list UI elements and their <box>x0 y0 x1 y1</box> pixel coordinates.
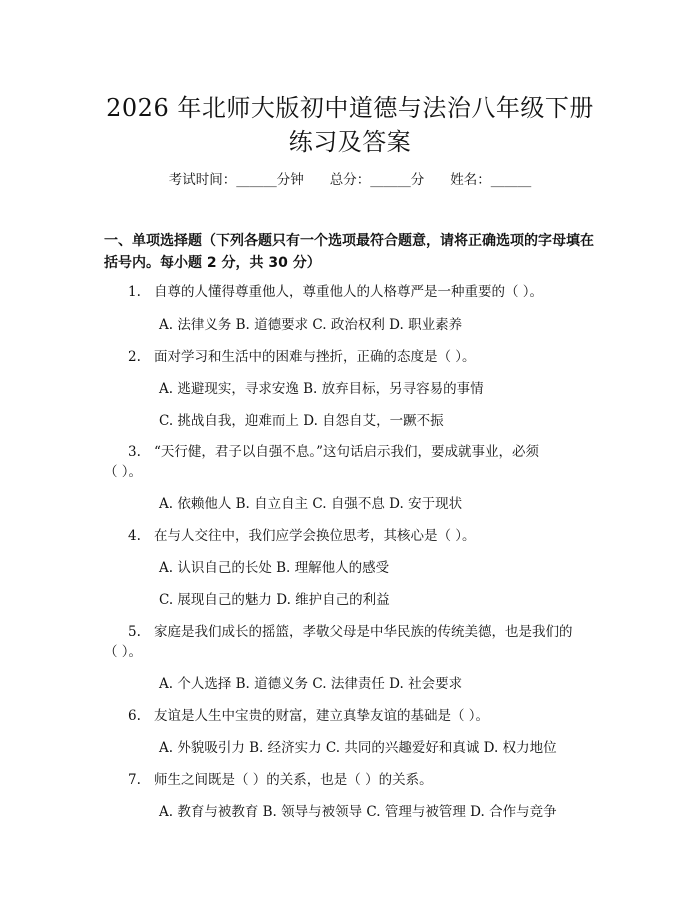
question-2-options-line2: C. 挑战自我，迎难而上 D. 自怨自艾，一蹶不振 <box>159 413 444 429</box>
question-7-options: A. 教育与被教育 B. 领导与被领导 C. 管理与被管理 D. 合作与竞争 <box>159 804 557 820</box>
question-3-options: A. 依赖他人 B. 自立自主 C. 自强不息 D. 安于现状 <box>159 496 463 512</box>
question-text: 面对学习和生活中的困难与挫折，正确的态度是（ ）。 <box>154 349 476 365</box>
question-4-options-line2: C. 展现自己的魅力 D. 维护自己的利益 <box>159 592 390 608</box>
question-number: 1. <box>128 284 141 300</box>
question-number: 5. <box>128 624 141 640</box>
exam-time-field: 考试时间：______分钟 <box>168 172 304 188</box>
question-number: 2. <box>128 349 141 365</box>
question-number: 4. <box>128 528 141 544</box>
question-text: 自尊的人懂得尊重他人，尊重他人的人格尊严是一种重要的（ ）。 <box>154 284 544 300</box>
question-5-continuation: （ ）。 <box>104 644 143 660</box>
question-2 <box>104 347 584 367</box>
question-7 <box>104 770 584 790</box>
question-5-options: A. 个人选择 B. 道德义务 C. 法律责任 D. 社会要求 <box>159 676 463 692</box>
question-text: “天行健，君子以自强不息。”这句话启示我们，要成就事业，必须 <box>154 444 540 460</box>
question-5 <box>104 622 584 642</box>
question-number: 6. <box>128 708 141 724</box>
question-text: 家庭是我们成长的摇篮，孝敬父母是中华民族的传统美德，也是我们的 <box>154 624 573 640</box>
question-3 <box>104 442 584 462</box>
exam-meta <box>0 168 700 188</box>
question-number: 3. <box>128 444 141 460</box>
question-1 <box>104 282 584 302</box>
section-heading: 一、单项选择题（下列各题只有一个选项最符合题意，请将正确选项的字母填在括号内。每小题 2 分，共 30 分） <box>104 233 594 271</box>
student-name-field: 姓名：______ <box>450 172 532 188</box>
question-2-options-line1: A. 逃避现实，寻求安逸 B. 放弃目标，另寻容易的事情 <box>159 381 484 397</box>
question-4-options-line1: A. 认识自己的长处 B. 理解他人的感受 <box>159 560 390 576</box>
question-text: 师生之间既是（ ）的关系，也是（ ）的关系。 <box>154 772 433 788</box>
page-title: 2026 年北师大版初中道德与法治八年级下册 <box>106 94 594 122</box>
question-6 <box>104 706 584 726</box>
question-number: 7. <box>128 772 141 788</box>
question-text: 在与人交往中，我们应学会换位思考，其核心是（ ）。 <box>154 528 476 544</box>
page-subtitle: 练习及答案 <box>288 128 412 156</box>
total-score-field: 总分：______分 <box>329 172 425 188</box>
question-4 <box>104 526 584 546</box>
question-text: 友谊是人生中宝贵的财富，建立真挚友谊的基础是（ ）。 <box>154 708 490 724</box>
question-6-options: A. 外貌吸引力 B. 经济实力 C. 共同的兴趣爱好和真诚 D. 权力地位 <box>159 740 557 756</box>
question-1-options: A. 法律义务 B. 道德要求 C. 政治权利 D. 职业素养 <box>159 317 463 333</box>
question-3-continuation: （ ）。 <box>104 464 143 480</box>
